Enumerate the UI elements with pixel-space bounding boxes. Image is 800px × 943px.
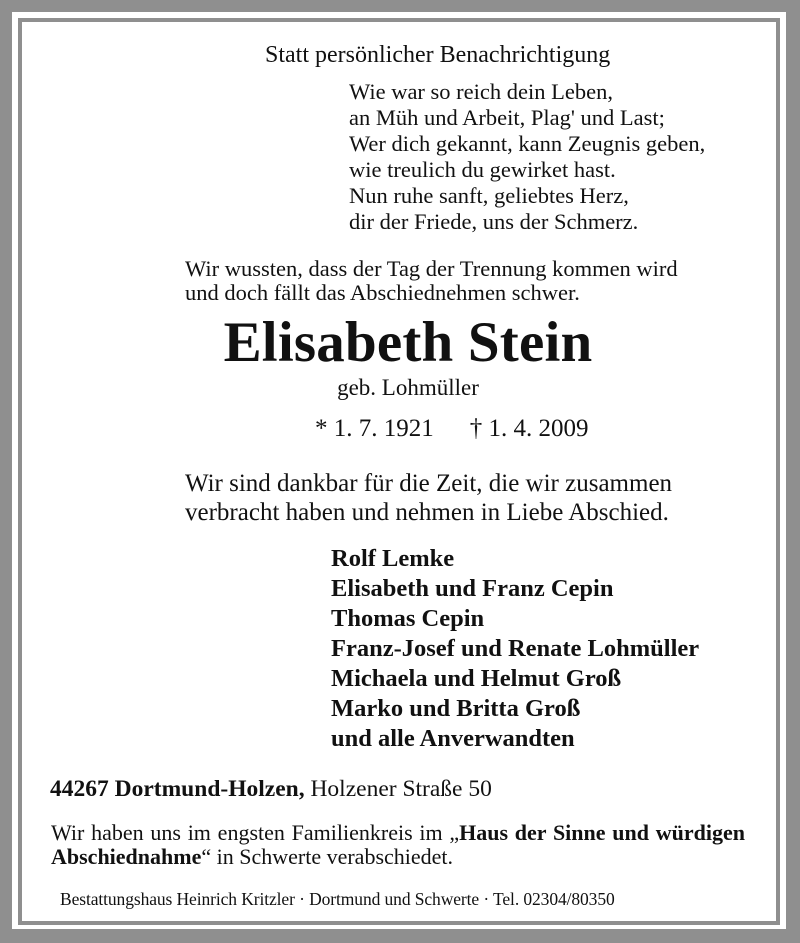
farewell-part2: “ in Schwerte verabschiedet.	[201, 844, 454, 869]
death-date: † 1. 4. 2009	[469, 415, 589, 442]
poem-line: Wer dich gekannt, kann Zeugnis geben,	[349, 131, 706, 156]
address	[50, 775, 492, 803]
mourners-list	[331, 544, 699, 754]
deceased-name: Elisabeth Stein	[223, 311, 593, 374]
thanks-line: Wir sind dankbar für die Zeit, die wir zusammen	[185, 470, 673, 497]
funeral-home-footer: Bestattungshaus Heinrich Kritzler · Dortmund und Schwerte · Tel. 02304/80350	[60, 889, 615, 909]
poem-line: an Müh und Arbeit, Plag' und Last;	[349, 105, 665, 130]
obituary-notice	[22, 22, 776, 921]
farewell-text	[51, 821, 745, 869]
poem	[349, 79, 705, 235]
mourner: Elisabeth und Franz Cepin	[331, 575, 614, 602]
birth-date: * 1. 7. 1921	[315, 415, 434, 442]
maiden-name: geb. Lohmüller	[337, 375, 479, 400]
mourner: Michaela und Helmut Groß	[331, 665, 622, 692]
poem-line: dir der Friede, uns der Schmerz.	[349, 209, 639, 234]
intro-text	[185, 257, 678, 305]
intro-line: und doch fällt das Abschiednehmen schwer.	[185, 280, 580, 305]
notice-header: Statt persönlicher Benachrichtigung	[265, 42, 611, 68]
thanks-line: verbracht haben und nehmen in Liebe Abschied.	[185, 499, 669, 526]
poem-line: Wie war so reich dein Leben,	[349, 79, 613, 104]
thanks-text	[185, 469, 672, 527]
farewell-venue: Haus der Sinne und würdigen Abschiednahme	[51, 820, 745, 869]
mourner: Marko und Britta Groß	[331, 695, 581, 722]
intro-line: Wir wussten, dass der Tag der Trennung kommen wird	[185, 256, 678, 281]
mourner: Franz-Josef und Renate Lohmüller	[331, 635, 700, 662]
address-street: Holzener Straße 50	[310, 776, 492, 802]
mourner: Rolf Lemke	[331, 545, 455, 572]
life-dates	[315, 414, 589, 444]
farewell-part1: Wir haben uns im engsten Familienkreis im „	[51, 820, 460, 845]
poem-line: wie treulich du gewirket hast.	[349, 157, 616, 182]
poem-line: Nun ruhe sanft, geliebtes Herz,	[349, 183, 629, 208]
mourner: und alle Anverwandten	[331, 725, 575, 752]
mourner: Thomas Cepin	[331, 605, 485, 632]
address-city: 44267 Dortmund-Holzen,	[50, 776, 305, 802]
